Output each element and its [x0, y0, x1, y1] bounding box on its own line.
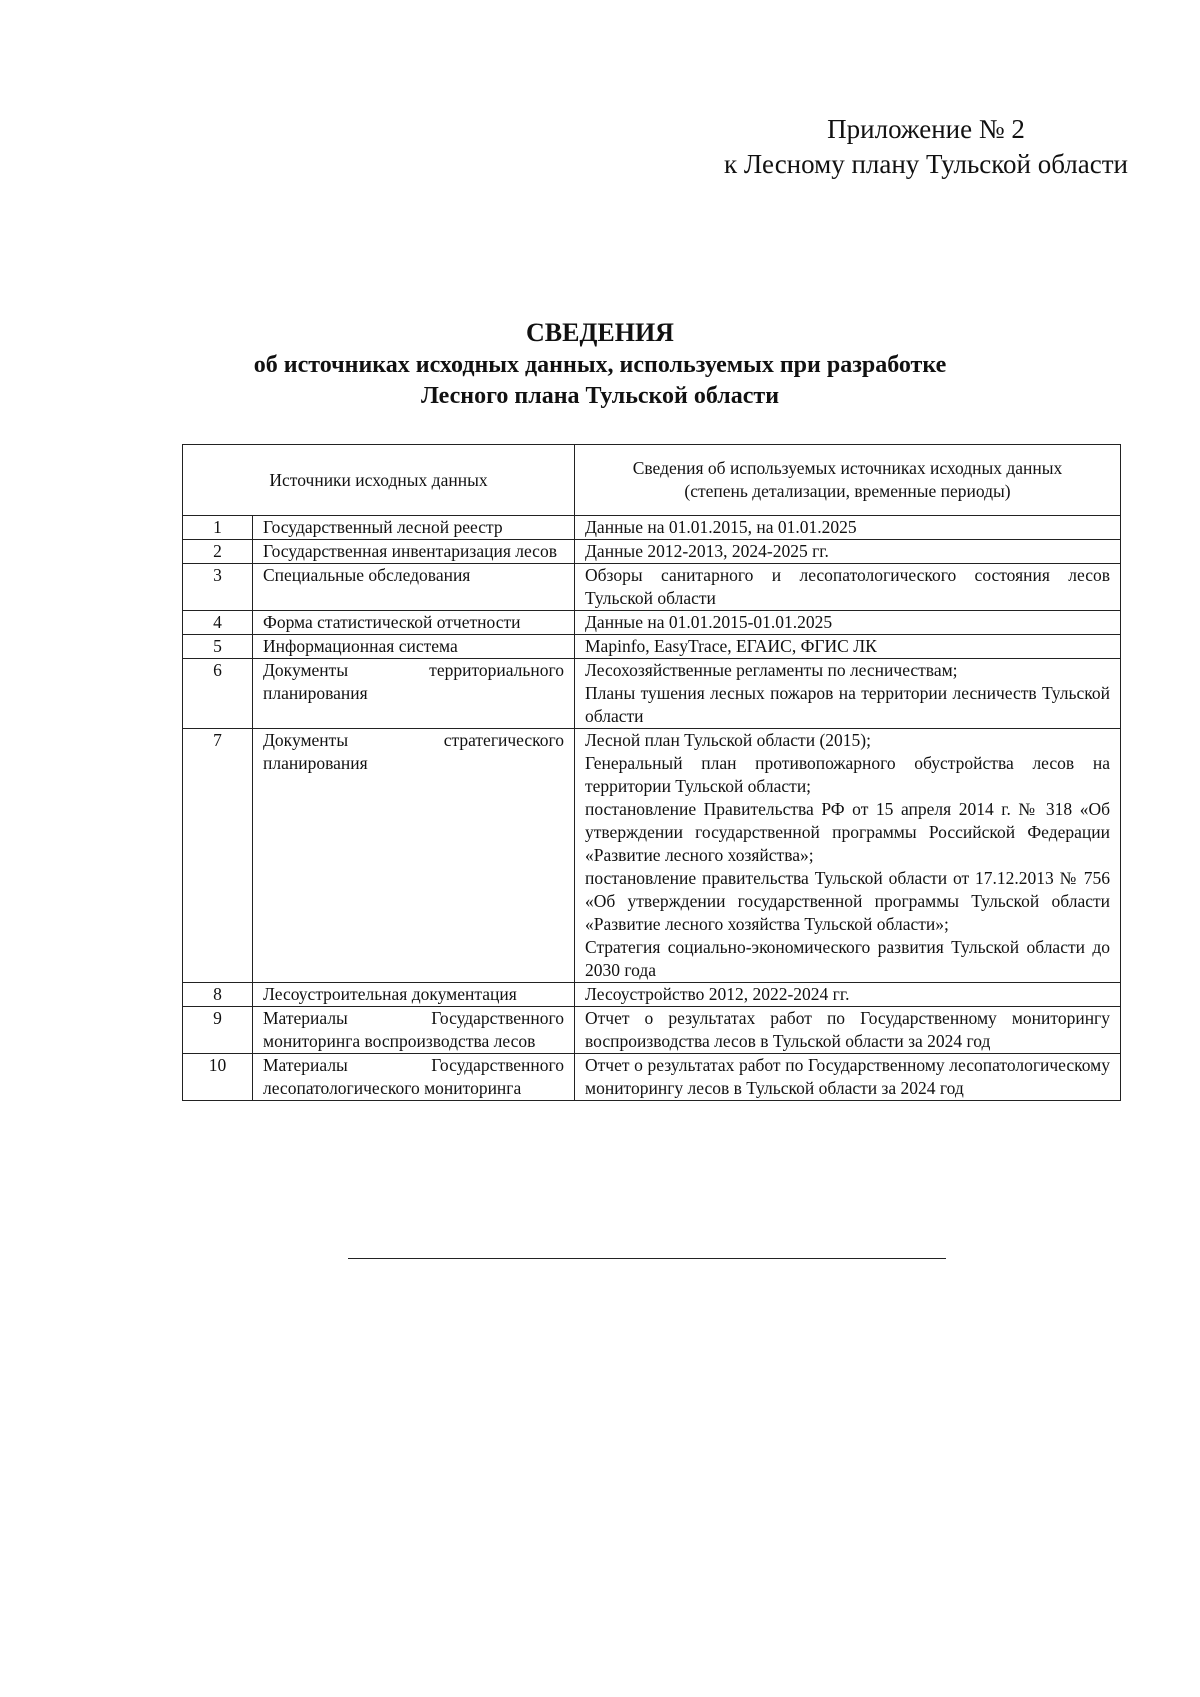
table-row [183, 635, 1121, 659]
row-info-line: Лесохозяйственные регламенты по лесничествам; [585, 660, 958, 680]
row-info [575, 516, 1121, 540]
row-info-line: Стратегия социально-экономического развития Тульской области до 2030 года [585, 937, 1110, 980]
document-heading [0, 316, 1200, 412]
row-source: Государственная инвентаризация лесов [253, 540, 575, 564]
table-header-row [183, 445, 1121, 516]
row-number: 3 [183, 564, 253, 611]
sources-table [182, 444, 1121, 1101]
closing-divider [348, 1258, 946, 1259]
row-number: 2 [183, 540, 253, 564]
row-info-line: Данные на 01.01.2015, на 01.01.2025 [585, 517, 857, 537]
appendix-header [724, 112, 1128, 182]
document-subtitle-line-2: Лесного плана Тульской области [420, 383, 780, 409]
header-info [575, 445, 1121, 516]
document-title: СВЕДЕНИЯ [526, 318, 674, 347]
header-info-line-2: (степень детализации, временные периоды) [684, 481, 1011, 501]
table-row [183, 540, 1121, 564]
row-info-line: Генеральный план противопожарного обустройства лесов на территории Тульской области; [585, 753, 1110, 796]
row-source: Информационная система [253, 635, 575, 659]
row-number: 10 [183, 1054, 253, 1101]
row-source: Специальные обследования [253, 564, 575, 611]
row-info-line: Данные 2012-2013, 2024-2025 гг. [585, 541, 829, 561]
header-info-line-1: Сведения об используемых источниках исходных данных [632, 458, 1063, 478]
row-info [575, 729, 1121, 983]
row-info [575, 983, 1121, 1007]
row-number: 1 [183, 516, 253, 540]
table-row [183, 983, 1121, 1007]
row-number: 8 [183, 983, 253, 1007]
row-info-line: Данные на 01.01.2015-01.01.2025 [585, 612, 833, 632]
row-info [575, 1007, 1121, 1054]
row-info-line: постановление правительства Тульской области от 17.12.2013 № 756 «Об утверждении государственной программы Тульской области «Развитие лесного хозяйства Тульской области»; [585, 868, 1110, 934]
row-info [575, 1054, 1121, 1101]
table-row [183, 659, 1121, 729]
document-subtitle-line-1: об источниках исходных данных, используемых при разработке [253, 352, 947, 378]
row-info-line: Mapinfo, EasyTrace, ЕГАИС, ФГИС ЛК [585, 636, 877, 656]
row-info-line: Лесной план Тульской области (2015); [585, 730, 871, 750]
table-row [183, 1054, 1121, 1101]
table-row [183, 729, 1121, 983]
row-info-line: Лесоустройство 2012, 2022-2024 гг. [585, 984, 850, 1004]
row-number: 9 [183, 1007, 253, 1054]
row-info [575, 659, 1121, 729]
appendix-reference: к Лесному плану Тульской области [724, 149, 1128, 179]
table-row [183, 516, 1121, 540]
row-info-line: Отчет о результатах работ по Государственному мониторингу воспроизводства лесов в Тульской области за 2024 год [585, 1008, 1110, 1051]
row-source: Материалы Государственного мониторинга воспроизводства лесов [253, 1007, 575, 1054]
row-info [575, 540, 1121, 564]
row-source: Форма статистической отчетности [253, 611, 575, 635]
row-info [575, 635, 1121, 659]
table-row [183, 1007, 1121, 1054]
table-row [183, 564, 1121, 611]
header-sources-label: Источники исходных данных [269, 469, 488, 490]
row-info-line: Отчет о результатах работ по Государственному лесопатологическому мониторингу лесов в Тульской области за 2024 год [585, 1055, 1110, 1098]
row-number: 7 [183, 729, 253, 983]
row-number: 4 [183, 611, 253, 635]
row-info-line: постановление Правительства РФ от 15 апреля 2014 г. № 318 «Об утверждении государственной программы Российской Федерации «Развитие лесного хозяйства»; [585, 799, 1110, 865]
row-info [575, 564, 1121, 611]
row-info [575, 611, 1121, 635]
appendix-number: Приложение № 2 [827, 114, 1025, 144]
row-source: Документы стратегического планирования [253, 729, 575, 983]
row-number: 6 [183, 659, 253, 729]
table-row [183, 611, 1121, 635]
header-sources [183, 445, 575, 516]
row-source: Лесоустроительная документация [253, 983, 575, 1007]
row-source: Материалы Государственного лесопатологического мониторинга [253, 1054, 575, 1101]
row-source: Государственный лесной реестр [253, 516, 575, 540]
row-source: Документы территориального планирования [253, 659, 575, 729]
row-info-line: Планы тушения лесных пожаров на территории лесничеств Тульской области [585, 683, 1110, 726]
row-number: 5 [183, 635, 253, 659]
row-info-line: Обзоры санитарного и лесопатологического состояния лесов Тульской области [585, 565, 1110, 608]
